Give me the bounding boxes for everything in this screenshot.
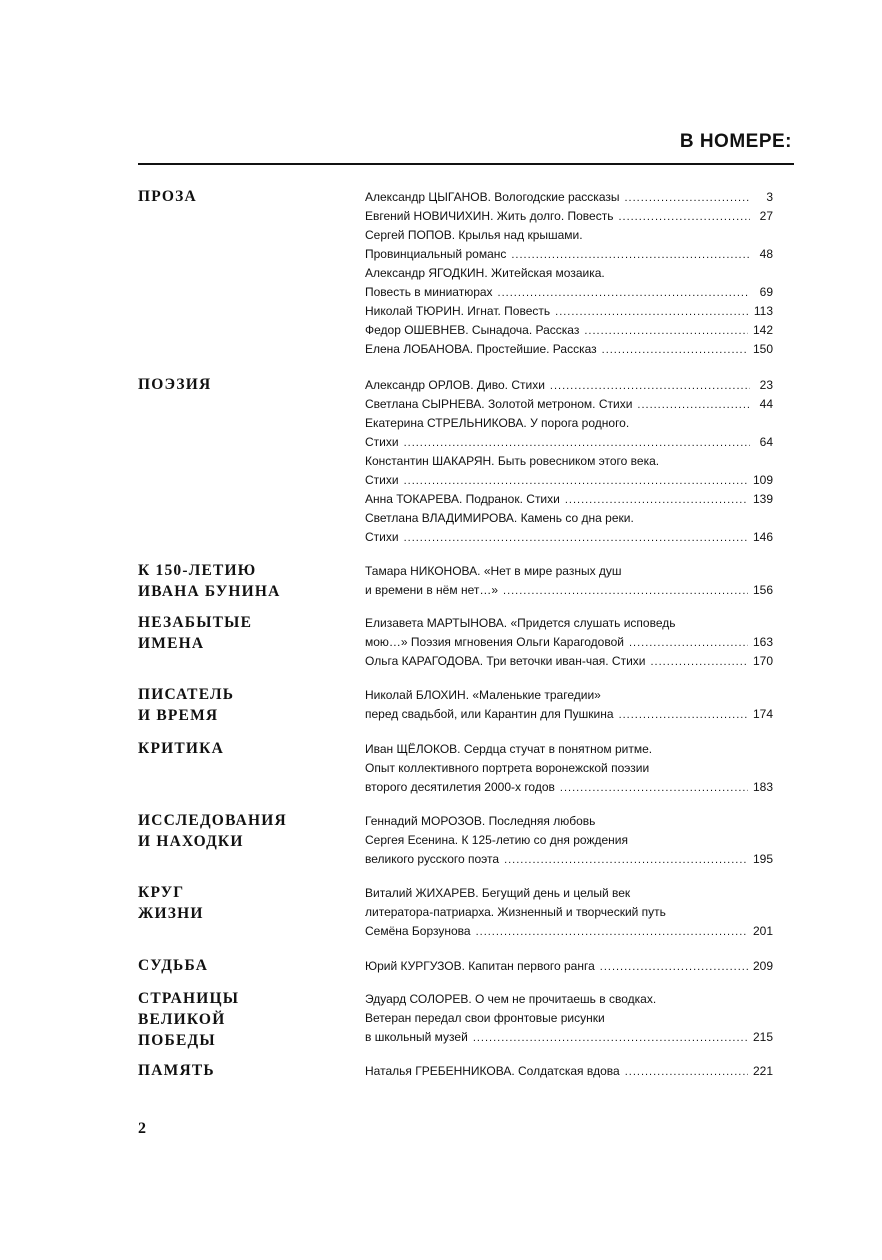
entry-page-number: 64: [759, 435, 773, 449]
entry-text: второго десятилетия 2000-х годов: [365, 780, 555, 794]
dot-leader: [584, 322, 748, 341]
dot-leader: [637, 396, 750, 415]
dot-leader: [624, 189, 750, 208]
entry-text: Опыт коллективного портрета воронежской поэзии: [365, 761, 650, 775]
toc-entry-line: [365, 581, 773, 600]
toc-entry[interactable]: [365, 414, 773, 452]
toc-entry-line: [365, 471, 773, 490]
entry-page-number: 142: [752, 323, 773, 337]
toc-entry-line: [365, 990, 773, 1009]
entry-text: литератора-патриарха. Жизненный и творческий путь: [365, 905, 666, 919]
dot-leader: [618, 208, 750, 227]
entry-text: Стихи: [365, 530, 399, 544]
toc-entry-line: [365, 705, 773, 724]
toc-entry[interactable]: [365, 509, 773, 547]
toc-entry-line: [365, 376, 773, 395]
toc-entry-line: [365, 302, 773, 321]
entry-page-number: 183: [752, 780, 773, 794]
dot-leader: [619, 706, 748, 725]
section-entries: [365, 957, 773, 976]
dot-leader: [404, 434, 750, 453]
entry-page-number: 48: [759, 247, 773, 261]
entry-text: Виталий ЖИХАРЕВ. Бегущий день и целый век: [365, 886, 631, 900]
entry-text: Евгений НОВИЧИХИН. Жить долго. Повесть: [365, 209, 614, 223]
entry-page-number: 150: [752, 342, 773, 356]
entry-text: Константин ШАКАРЯН. Быть ровесником этого века.: [365, 454, 660, 468]
entry-text: Ветеран передал свои фронтовые рисунки: [365, 1011, 605, 1025]
toc-entry[interactable]: [365, 264, 773, 302]
entry-text: Тамара НИКОНОВА. «Нет в мире разных душ: [365, 564, 622, 578]
entry-page-number: 156: [752, 583, 773, 597]
dot-leader: [600, 958, 748, 977]
toc-entry[interactable]: [365, 614, 773, 652]
toc-entry-line: [365, 321, 773, 340]
dot-leader: [651, 653, 748, 672]
dot-leader: [504, 851, 748, 870]
dot-leader: [498, 284, 750, 303]
section-label: СТРАНИЦЫ ВЕЛИКОЙ ПОБЕДЫ: [138, 990, 240, 1049]
entry-text: Геннадий МОРОЗОВ. Последняя любовь: [365, 814, 596, 828]
entry-page-number: 195: [752, 852, 773, 866]
toc-entry[interactable]: [365, 376, 773, 395]
entry-page-number: 215: [752, 1030, 773, 1044]
section-label: КРИТИКА: [138, 740, 224, 757]
toc-entry[interactable]: [365, 226, 773, 264]
entry-page-number: 209: [752, 959, 773, 973]
section-entries: [365, 812, 773, 869]
toc-entry[interactable]: [365, 1062, 773, 1081]
section-label: ПАМЯТЬ: [138, 1062, 215, 1079]
section-label: ПРОЗА: [138, 188, 197, 205]
toc-entry-line: [365, 1062, 773, 1081]
dot-leader: [473, 1029, 748, 1048]
section-entries: [365, 188, 773, 359]
toc-entry-line: [365, 452, 773, 471]
toc-entry-line: [365, 884, 773, 903]
entry-text: Сергей ПОПОВ. Крылья над крышами.: [365, 228, 583, 242]
toc-entry-line: [365, 957, 773, 976]
entry-page-number: 163: [752, 635, 773, 649]
toc-entry[interactable]: [365, 812, 773, 869]
entry-text: Сергея Есенина. К 125-летию со дня рождения: [365, 833, 628, 847]
toc-entry-line: [365, 759, 773, 778]
section-entries: [365, 562, 773, 600]
dot-leader: [602, 341, 748, 360]
entry-text: Анна ТОКАРЕВА. Подранок. Стихи: [365, 492, 560, 506]
toc-entry-line: [365, 509, 773, 528]
section-entries: [365, 686, 773, 724]
entry-text: перед свадьбой, или Карантин для Пушкина: [365, 707, 614, 721]
entry-page-number: 109: [752, 473, 773, 487]
toc-entry[interactable]: [365, 302, 773, 321]
entry-page-number: 69: [759, 285, 773, 299]
toc-entry-line: [365, 395, 773, 414]
entry-page-number: 113: [753, 304, 773, 318]
section-label: СУДЬБА: [138, 957, 209, 974]
header-divider: [138, 163, 794, 165]
toc-entry[interactable]: [365, 957, 773, 976]
toc-entry[interactable]: [365, 652, 773, 671]
toc-entry-line: [365, 414, 773, 433]
entry-text: в школьный музей: [365, 1030, 468, 1044]
entry-text: Александр ЯГОДКИН. Житейская мозаика.: [365, 266, 605, 280]
entry-page-number: 146: [752, 530, 773, 544]
section-label: КРУГ ЖИЗНИ: [138, 884, 204, 922]
section-label: ПОЭЗИЯ: [138, 376, 212, 393]
entry-text: Александр ЦЫГАНОВ. Вологодские рассказы: [365, 190, 620, 204]
entry-text: Юрий КУРГУЗОВ. Капитан первого ранга: [365, 959, 595, 973]
entry-text: Светлана ВЛАДИМИРОВА. Камень со дна реки.: [365, 511, 634, 525]
toc-entry-line: [365, 1009, 773, 1028]
section-label: НЕЗАБЫТЫЕ ИМЕНА: [138, 614, 253, 652]
toc-entry[interactable]: [365, 562, 773, 600]
entry-text: Повесть в миниатюрах: [365, 285, 493, 299]
toc-entry-line: [365, 245, 773, 264]
section-label: К 150-ЛЕТИЮ ИВАНА БУНИНА: [138, 562, 281, 600]
entry-page-number: 139: [752, 492, 773, 506]
dot-leader: [503, 582, 748, 601]
entry-text: Семёна Борзунова: [365, 924, 471, 938]
dot-leader: [565, 491, 748, 510]
entry-text: Эдуард СОЛОРЕВ. О чем не прочитаешь в сводках.: [365, 992, 657, 1006]
toc-entry[interactable]: [365, 321, 773, 340]
dot-leader: [404, 472, 748, 491]
entry-text: и времени в нём нет…»: [365, 583, 499, 597]
toc-entry-line: [365, 831, 773, 850]
entry-text: Стихи: [365, 473, 399, 487]
toc-entry-line: [365, 340, 773, 359]
toc-entry[interactable]: [365, 740, 773, 797]
entry-text: Николай ТЮРИН. Игнат. Повесть: [365, 304, 551, 318]
section-entries: [365, 614, 773, 671]
toc-entry-line: [365, 633, 773, 652]
toc-entry[interactable]: [365, 188, 773, 207]
dot-leader: [476, 923, 748, 942]
dot-leader: [404, 529, 748, 548]
entry-text: Елизавета МАРТЫНОВА. «Придется слушать исповедь: [365, 616, 676, 630]
entry-text: мою…» Поэзия мгновения Ольги Карагодовой: [365, 635, 624, 649]
entry-page-number: 27: [759, 209, 773, 223]
toc-entry-line: [365, 562, 773, 581]
entry-text: Наталья ГРЕБЕННИКОВА. Солдатская вдова: [365, 1064, 620, 1078]
toc-entry[interactable]: [365, 884, 773, 941]
dot-leader: [511, 246, 750, 265]
toc-entry-line: [365, 188, 773, 207]
dot-leader: [629, 634, 748, 653]
toc-entry-line: [365, 922, 773, 941]
entry-page-number: 170: [752, 654, 773, 668]
entry-text: Иван ЩЁЛОКОВ. Сердца стучат в понятном ритме.: [365, 742, 653, 756]
entry-text: Ольга КАРАГОДОВА. Три веточки иван-чая. Стихи: [365, 654, 646, 668]
toc-entry-line: [365, 207, 773, 226]
section-entries: [365, 376, 773, 547]
toc-entry-line: [365, 433, 773, 452]
toc-entry-line: [365, 903, 773, 922]
section-entries: [365, 740, 773, 797]
dot-leader: [550, 377, 750, 396]
toc-entry-line: [365, 283, 773, 302]
toc-entry-line: [365, 778, 773, 797]
entry-text: Екатерина СТРЕЛЬНИКОВА. У порога родного.: [365, 416, 630, 430]
section-entries: [365, 1062, 773, 1081]
toc-entry[interactable]: [365, 686, 773, 724]
entry-page-number: 3: [766, 190, 773, 204]
entry-text: Федор ОШЕВНЕВ. Сынадоча. Рассказ: [365, 323, 580, 337]
toc-entry[interactable]: [365, 340, 773, 359]
entry-text: Светлана СЫРНЕВА. Золотой метроном. Стихи: [365, 397, 633, 411]
entry-text: Елена ЛОБАНОВА. Простейшие. Рассказ: [365, 342, 597, 356]
toc-entry-line: [365, 226, 773, 245]
section-label: ПИСАТЕЛЬ И ВРЕМЯ: [138, 686, 235, 724]
toc-entry[interactable]: [365, 490, 773, 509]
toc-entry-line: [365, 1028, 773, 1047]
toc-entry[interactable]: [365, 395, 773, 414]
entry-page-number: 44: [759, 397, 773, 411]
toc-entry-line: [365, 686, 773, 705]
entry-page-number: 23: [759, 378, 773, 392]
section-entries: [365, 884, 773, 941]
toc-entry-line: [365, 490, 773, 509]
toc-entry-line: [365, 264, 773, 283]
toc-entry-line: [365, 740, 773, 759]
entry-text: Николай БЛОХИН. «Маленькие трагедии»: [365, 688, 601, 702]
entry-text: Стихи: [365, 435, 399, 449]
page-header-title: В НОМЕРЕ:: [679, 131, 792, 152]
dot-leader: [625, 1063, 748, 1082]
toc-entry-line: [365, 528, 773, 547]
toc-entry-line: [365, 812, 773, 831]
toc-entry[interactable]: [365, 207, 773, 226]
entry-page-number: 201: [752, 924, 773, 938]
toc-entry-line: [365, 652, 773, 671]
entry-page-number: 221: [752, 1064, 773, 1078]
entry-text: великого русского поэта: [365, 852, 500, 866]
section-label: ИССЛЕДОВАНИЯ И НАХОДКИ: [138, 812, 287, 850]
entry-text: Провинциальный романс: [365, 247, 507, 261]
entry-page-number: 174: [752, 707, 773, 721]
toc-entry-line: [365, 850, 773, 869]
entry-text: Александр ОРЛОВ. Диво. Стихи: [365, 378, 545, 392]
dot-leader: [560, 779, 748, 798]
toc-entry[interactable]: [365, 990, 773, 1047]
section-entries: [365, 990, 773, 1047]
page-number: 2: [138, 1120, 146, 1137]
toc-entry[interactable]: [365, 452, 773, 490]
dot-leader: [555, 303, 749, 322]
toc-entry-line: [365, 614, 773, 633]
